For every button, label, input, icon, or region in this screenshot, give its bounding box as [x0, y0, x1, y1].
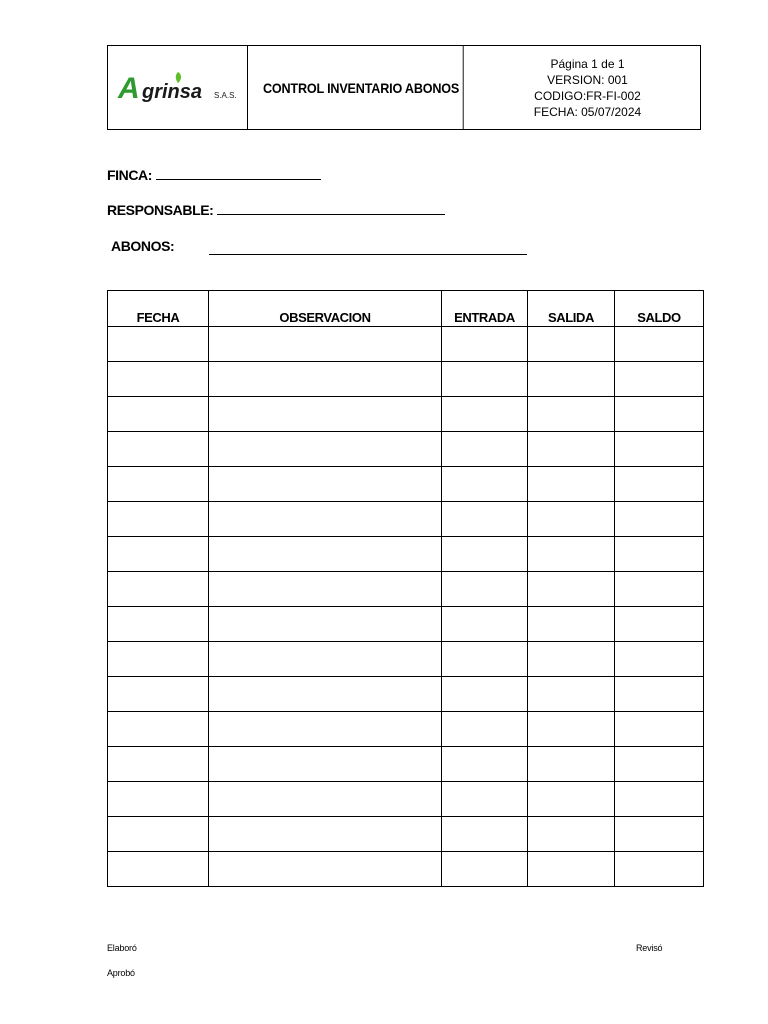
table-cell-observacion[interactable]: [209, 327, 442, 362]
table-cell-entrada[interactable]: [442, 852, 528, 887]
table-cell-observacion[interactable]: [209, 397, 442, 432]
table-header-row: [108, 291, 704, 327]
version-label: VERSION: 001: [547, 72, 628, 87]
table-cell-fecha[interactable]: [108, 327, 209, 362]
table-row: [108, 677, 704, 712]
table-cell-fecha[interactable]: [108, 432, 209, 467]
table-cell-fecha[interactable]: [108, 537, 209, 572]
table-cell-observacion[interactable]: [209, 782, 442, 817]
table-cell-fecha[interactable]: [108, 782, 209, 817]
column-header-fecha: FECHA: [108, 291, 209, 327]
table-row: [108, 572, 704, 607]
table-cell-saldo[interactable]: [615, 607, 704, 642]
table-cell-salida[interactable]: [528, 817, 615, 852]
table-cell-observacion[interactable]: [209, 362, 442, 397]
table-row: [108, 432, 704, 467]
table-cell-salida[interactable]: [528, 327, 615, 362]
table-cell-salida[interactable]: [528, 537, 615, 572]
table-cell-entrada[interactable]: [442, 537, 528, 572]
reviso-label: Revisó: [636, 943, 663, 953]
abonos-field: [111, 238, 174, 254]
responsable-input-line[interactable]: [217, 202, 445, 215]
table-cell-entrada[interactable]: [442, 677, 528, 712]
table-row: [108, 817, 704, 852]
table-cell-entrada[interactable]: [442, 607, 528, 642]
table-cell-observacion[interactable]: [209, 537, 442, 572]
table-cell-saldo[interactable]: [615, 677, 704, 712]
table-row: [108, 502, 704, 537]
table-cell-entrada[interactable]: [442, 467, 528, 502]
column-header-salida: SALIDA: [528, 291, 615, 327]
aprobo-label: Aprobó: [107, 968, 135, 978]
table-cell-observacion[interactable]: [209, 712, 442, 747]
table-cell-fecha[interactable]: [108, 712, 209, 747]
document-title: CONTROL INVENTARIO ABONOS: [259, 46, 463, 129]
table-cell-observacion[interactable]: [209, 677, 442, 712]
abonos-label: ABONOS:: [111, 238, 175, 254]
table-cell-saldo[interactable]: [615, 817, 704, 852]
table-cell-fecha[interactable]: [108, 502, 209, 537]
table-cell-observacion[interactable]: [209, 502, 442, 537]
table-cell-fecha[interactable]: [108, 397, 209, 432]
table-cell-fecha[interactable]: [108, 642, 209, 677]
column-header-entrada: ENTRADA: [442, 291, 528, 327]
table-cell-saldo[interactable]: [615, 467, 704, 502]
table-cell-observacion[interactable]: [209, 642, 442, 677]
table-body: [108, 327, 704, 887]
table-cell-entrada[interactable]: [442, 572, 528, 607]
svg-text:S.A.S.: S.A.S.: [213, 90, 237, 100]
table-cell-salida[interactable]: [528, 747, 615, 782]
table-cell-saldo[interactable]: [615, 362, 704, 397]
table-cell-salida[interactable]: [528, 362, 615, 397]
svg-text:grinsa: grinsa: [141, 80, 202, 103]
table-cell-fecha[interactable]: [108, 572, 209, 607]
table-cell-fecha[interactable]: [108, 677, 209, 712]
table-cell-salida[interactable]: [528, 852, 615, 887]
svg-text:A: A: [117, 71, 140, 105]
column-header-observacion: OBSERVACION: [209, 291, 442, 327]
inventory-table: [107, 290, 704, 887]
table-cell-saldo[interactable]: [615, 537, 704, 572]
responsable-label: RESPONSABLE:: [107, 202, 214, 218]
table-cell-observacion[interactable]: [209, 747, 442, 782]
table-cell-fecha[interactable]: [108, 747, 209, 782]
table-cell-fecha[interactable]: [108, 467, 209, 502]
table-row: [108, 712, 704, 747]
document-header: [107, 45, 701, 130]
table-row: [108, 747, 704, 782]
table-cell-salida[interactable]: [528, 712, 615, 747]
finca-label: FINCA:: [107, 167, 153, 183]
document-date: FECHA: 05/07/2024: [533, 104, 642, 119]
table-cell-saldo[interactable]: [615, 502, 704, 537]
table-cell-salida[interactable]: [528, 607, 615, 642]
table-cell-saldo[interactable]: [615, 642, 704, 677]
table-cell-salida[interactable]: [528, 502, 615, 537]
table-cell-saldo[interactable]: [615, 327, 704, 362]
table-row: [108, 397, 704, 432]
table-cell-salida[interactable]: [528, 642, 615, 677]
table-row: [108, 362, 704, 397]
abonos-input-line[interactable]: [209, 254, 527, 255]
table-cell-fecha[interactable]: [108, 607, 209, 642]
table-cell-observacion[interactable]: [209, 817, 442, 852]
table-cell-salida[interactable]: [528, 572, 615, 607]
table-cell-saldo[interactable]: [615, 712, 704, 747]
table-cell-entrada[interactable]: [442, 502, 528, 537]
table-cell-salida[interactable]: [528, 432, 615, 467]
table-cell-saldo[interactable]: [615, 397, 704, 432]
finca-input-line[interactable]: [156, 167, 321, 180]
table-cell-observacion[interactable]: [209, 467, 442, 502]
agrinsa-logo-icon: [116, 68, 240, 108]
table-cell-entrada[interactable]: [442, 817, 528, 852]
table-cell-entrada[interactable]: [442, 432, 528, 467]
responsable-field[interactable]: [107, 202, 445, 218]
table-cell-fecha[interactable]: [108, 362, 209, 397]
table-cell-observacion[interactable]: [209, 607, 442, 642]
column-header-saldo: SALDO: [615, 291, 704, 327]
table-cell-entrada[interactable]: [442, 362, 528, 397]
table-cell-salida[interactable]: [528, 677, 615, 712]
table-cell-entrada[interactable]: [442, 327, 528, 362]
company-logo: [108, 46, 248, 129]
elaboro-label: Elaboró: [107, 943, 137, 953]
document-code: CODIGO:FR-FI-002: [534, 88, 641, 103]
table-row: [108, 852, 704, 887]
table-cell-saldo[interactable]: [615, 747, 704, 782]
table-row: [108, 467, 704, 502]
document-metadata: [475, 46, 700, 129]
table-cell-fecha[interactable]: [108, 852, 209, 887]
table-cell-saldo[interactable]: [615, 432, 704, 467]
table-cell-observacion[interactable]: [209, 572, 442, 607]
page-number: Página 1 de 1: [550, 56, 625, 71]
table-cell-entrada[interactable]: [442, 397, 528, 432]
table-cell-fecha[interactable]: [108, 817, 209, 852]
table-cell-saldo[interactable]: [615, 852, 704, 887]
table-cell-entrada[interactable]: [442, 747, 528, 782]
table-cell-entrada[interactable]: [442, 712, 528, 747]
table-cell-entrada[interactable]: [442, 782, 528, 817]
table-cell-salida[interactable]: [528, 397, 615, 432]
table-row: [108, 642, 704, 677]
finca-field[interactable]: [107, 167, 321, 183]
table-cell-entrada[interactable]: [442, 642, 528, 677]
table-cell-salida[interactable]: [528, 782, 615, 817]
table-cell-saldo[interactable]: [615, 782, 704, 817]
table-cell-observacion[interactable]: [209, 432, 442, 467]
table-row: [108, 607, 704, 642]
table-cell-saldo[interactable]: [615, 572, 704, 607]
table-row: [108, 327, 704, 362]
table-cell-observacion[interactable]: [209, 852, 442, 887]
table-row: [108, 782, 704, 817]
table-row: [108, 537, 704, 572]
table-cell-salida[interactable]: [528, 467, 615, 502]
